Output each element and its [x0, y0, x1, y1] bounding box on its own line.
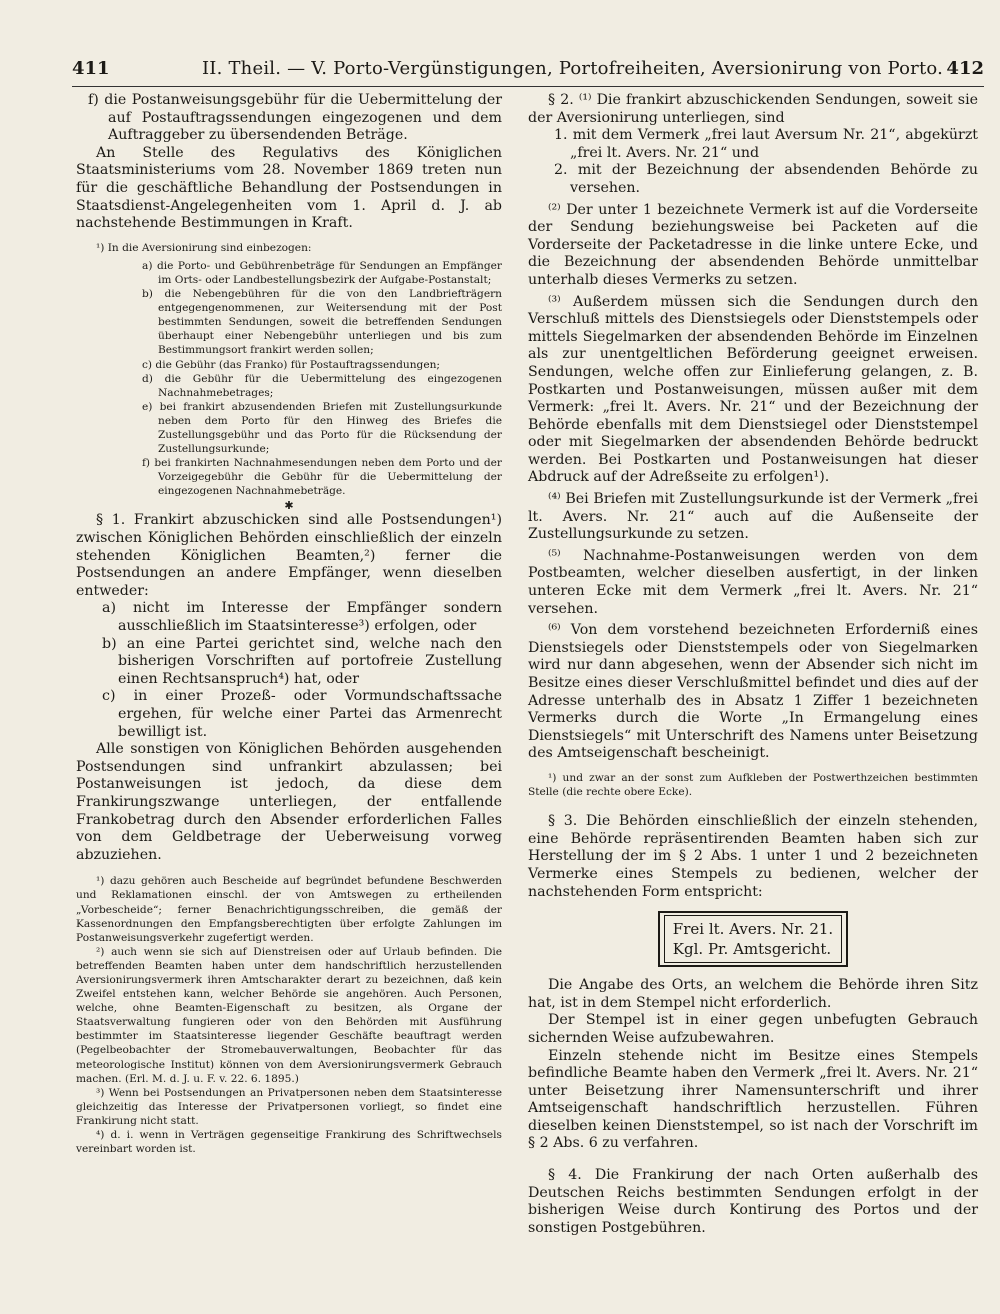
section-4-paragraph: § 4. Die Frankirung der nach Orten außerhalb des Deutschen Reichs bestimmten Sendungen erfolgt in der bisherigen Weise durch Kontirung des Portos und der sonstigen Postgebühren.: [528, 1167, 978, 1236]
item-f-paragraph: f) die Postanweisungsgebühr für die Uebermittelung der auf Postauftragssendungen eingezogenen und dem Auftraggeber zu übersendenden Beträge.: [88, 92, 502, 144]
section-2-item-1: 1. mit dem Vermerk „frei laut Aversum Nr. 21“, abgekürzt „frei lt. Avers. Nr. 21“ und: [554, 127, 978, 161]
footnote-heading: ¹) In die Aversionirung sind einbezogen:: [96, 241, 312, 254]
section-3-paragraph-4: Einzeln stehende nicht im Besitze eines Stempels befindliche Beamte haben den Vermerk „frei lt. Avers. Nr. 21“ unter Beisetzung ihrer Namensunterschrift und ihrer Amtseigenschaft handschriftlich herzustellen. Führen dieselben keinen Dienststempel, so ist nach der Vorschrift im § 2 Abs. 6 zu verfahren.: [528, 1047, 978, 1152]
footnote-item-a: a) die Porto- und Gebührenbeträge für Sendungen an Empfänger im Orts- oder Landbestellungsbezirk der Aufgabe-Postanstalt;: [142, 259, 502, 286]
page-number-left: 411: [72, 58, 110, 79]
section-1-item-b: b) an eine Partei gerichtet sind, welche nach den bisherigen Vorschriften auf portofreie Zustellung einen Rechtsanspruch⁴) hat, oder: [102, 635, 502, 687]
section-2-paragraph-1: § 2. ⁽¹⁾ Die frankirt abzuschickenden Sendungen, soweit sie der Aversionirung unterliegen, sind: [528, 92, 978, 126]
section-2-item-2: 2. mit der Bezeichnung der absendenden Behörde zu versehen.: [554, 162, 978, 196]
header-rule: [72, 86, 984, 87]
section-2-paragraph-2: ⁽²⁾ Der unter 1 bezeichnete Vermerk ist auf die Vorderseite der Sendung beziehungsweise bei Packeten auf die Vorderseite der Packetadresse in die linke untere Ecke, und die Bezeichnung der absendenden Behörde unmittelbar unterhalb dieses Vermerks zu setzen.: [528, 201, 978, 288]
footnote-item-e: e) bei frankirt abzusendenden Briefen mit Zustellungsurkunde neben dem Porto für den Hinweg des Briefes die Zustellungsgebühr und das Porto für die Rücksendung der Zustellungsurkunde;: [142, 400, 502, 456]
page-number-right: 412: [946, 58, 984, 79]
section-ornament: ✱: [284, 499, 294, 513]
stamp-inner-border: [664, 915, 842, 963]
stamp-line-1: Frei lt. Avers. Nr. 21.: [672, 920, 834, 939]
section-2-paragraph-5: ⁽⁵⁾ Nachnahme-Postanweisungen werden von dem Postbeamten, welcher dieselben ausfertigt, in der linken unteren Ecke mit dem Vermerk „frei lt. Avers. Nr. 21“ versehen.: [528, 547, 978, 617]
section-3-paragraph: § 3. Die Behörden einschließlich der einzeln stehenden, eine Behörde repräsentirenden Beamten haben sich zur Herstellung der im § 2 Abs. 1 unter 1 und 2 bezeichneten Vermerke eines Stempels zu bedienen, welcher der nachstehenden Form entspricht:: [528, 813, 978, 900]
section-1-rest: Alle sonstigen von Königlichen Behörden ausgehenden Postsendungen sind unfrankirt abzulassen; bei Postanweisungen ist jedoch, da diese dem Frankirungszwange unterliegen, der entfallende Frankobetrag durch den Absender erforderlichen Falles von dem Geldbetrage der Ueberweisung vorweg abzuziehen.: [76, 741, 502, 863]
running-title: II. Theil. — V. Porto-Vergünstigungen, Portofreiheiten, Aversionirung von Porto.: [202, 58, 944, 79]
section-2-paragraph-6: ⁽⁶⁾ Von dem vorstehend bezeichneten Erforderniß eines Dienstsiegels oder Dienststempels oder von Siegelmarken wird nur dann abgesehen, wenn der Absender sich nicht im Besitze eines dieser Verschlußmittel befindet und dies auf der Adresse unterhalb des in Absatz 1 Ziffer 1 bezeichneten Vermerks durch die Worte „In Ermangelung eines Dienstsiegels“ mit Unterschrift des Namens unter Beisetzung des Amtseigenschaft bescheinigt.: [528, 622, 978, 762]
section-3-paragraph-3: Der Stempel ist in einer gegen unbefugten Gebrauch sichernden Weise aufzubewahren.: [528, 1012, 978, 1046]
footnote-4: ⁴) d. i. wenn in Verträgen gegenseitige Frankirung des Schriftwechsels vereinbart worden ist.: [76, 1129, 502, 1156]
section-2-paragraph-4: ⁽⁴⁾ Bei Briefen mit Zustellungsurkunde ist der Vermerk „frei lt. Avers. Nr. 21“ auch auf die Außenseite der Zustellungsurkunde zu setzen.: [528, 491, 978, 543]
stamp-example: [528, 911, 978, 967]
footnote-2: ²) auch wenn sie sich auf Dienstreisen oder auf Urlaub befinden. Die betreffenden Beamten haben unter dem handschriftlich herzustellenden Aversionirungsvermerk ihren Amtscharakter derart zu bezeichnen, daß kein Zweifel entstehen kann, welcher Behörde sie angehören. Auch Personen, welche, ohne Beamten-Eigenschaft zu besitzen, als Organe der Staatsverwaltung fungieren oder von den Behörden mit Ausführung bestimmter im Staatsinteresse liegender Geschäfte beauftragt werden (Pegelbeobachter der Stromebauverwaltungen, Beobachter für das meteorologische Institut) können von dem Aversionirungsvermerk Gebrauch machen. (Erl. M. d. J. u. F. v. 22. 6. 1895.): [76, 945, 502, 1085]
footnote-item-d: d) die Gebühr für die Uebermittelung des eingezogenen Nachnahmebetrages;: [142, 372, 502, 399]
left-column: [76, 92, 502, 1156]
footnote-item-c: c) die Gebühr (das Franko) für Postauftragssendungen;: [142, 358, 440, 371]
stamp-line-2: Kgl. Pr. Amtsgericht.: [672, 940, 832, 959]
section-3-paragraph-2: Die Angabe des Orts, an welchem die Behörde ihren Sitz hat, ist in dem Stempel nicht erforderlich.: [528, 977, 978, 1011]
page-header: [72, 54, 984, 84]
footnote-item-f: f) bei frankirten Nachnahmesendungen neben dem Porto und der Vorzeigegebühr die Gebühr für die Uebermittelung der eingezogenen Nachnahmebeträge.: [142, 457, 502, 498]
section-1-item-a: a) nicht im Interesse der Empfänger sondern ausschließlich im Staatsinteresse³) erfolgen, oder: [102, 600, 502, 634]
stamp-outer-border: [658, 911, 848, 967]
intro-paragraph: An Stelle des Regulativs des Königlichen Staatsministeriums vom 28. November 1869 treten nun für die geschäftliche Behandlung der Postsendungen in Staatsdienst-Angelegenheiten vom 1. April d. J. ab nachstehende Bestimmungen in Kraft.: [76, 144, 502, 232]
section-1-item-c: c) in einer Prozeß- oder Vormundschaftssache ergehen, für welche einer Partei das Armenrecht bewilligt ist.: [102, 688, 502, 740]
section-2-paragraph-3: ⁽³⁾ Außerdem müssen sich die Sendungen durch den Verschluß mittels des Dienstsiegels oder Dienststempels oder mittels Siegelmarken der absendenden Behörde im Einzelnen als zur unentgeltlichen Beförderung geeignet erweisen. Sendungen, welche offen zur Einlieferung gelangen, z. B. Postkarten und Postanweisungen, müssen außer mit dem Vermerk: „frei lt. Avers. Nr. 21“ und der Bezeichnung der Behörde ebenfalls mit dem Dienstsiegel oder Dienststempel oder mit Siegelmarken der absendenden Behörde bedruckt werden. Bei Postkarten und Postanweisungen hat dieser Abdruck auf der Adreßseite zu erfolgen¹).: [528, 293, 978, 486]
footnote-1: ¹) dazu gehören auch Bescheide auf begründet befundene Beschwerden und Reklamationen einschl. der von Amtswegen zu ertheilenden „Vorbescheide“; ferner Benachrichtigungsschreiben, die gemäß der Kassenordnungen den Empfangsberechtigten über erfolgte Zahlungen im Postanweisungsverkehr zugefertigt werden.: [76, 875, 502, 944]
footnote-right-1: ¹) und zwar an der sonst zum Aufkleben der Postwerthzeichen bestimmten Stelle (die rechte obere Ecke).: [528, 771, 978, 799]
footnote-3: ³) Wenn bei Postsendungen an Privatpersonen neben dem Staatsinteresse gleichzeitig das Interesse der Privatpersonen vorliegt, so findet eine Frankirung nicht statt.: [76, 1086, 502, 1127]
section-1-paragraph: § 1. Frankirt abzuschicken sind alle Postsendungen¹) zwischen Königlichen Behörden einschließlich der einzeln stehenden Königlichen Beamten,²) ferner die Postsendungen an andere Empfänger, wenn dieselben entweder:: [76, 512, 502, 599]
footnote-item-b: b) die Nebengebühren für die von den Landbriefträgern entgegengenommenen, zur Weitersendung mit der Post bestimmten Sendungen, soweit die betreffenden Sendungen überhaupt einer Nebengebühr unterliegen und bis zum Bestimmungsort frankirt werden sollen;: [142, 288, 502, 357]
right-column: [528, 92, 978, 1237]
